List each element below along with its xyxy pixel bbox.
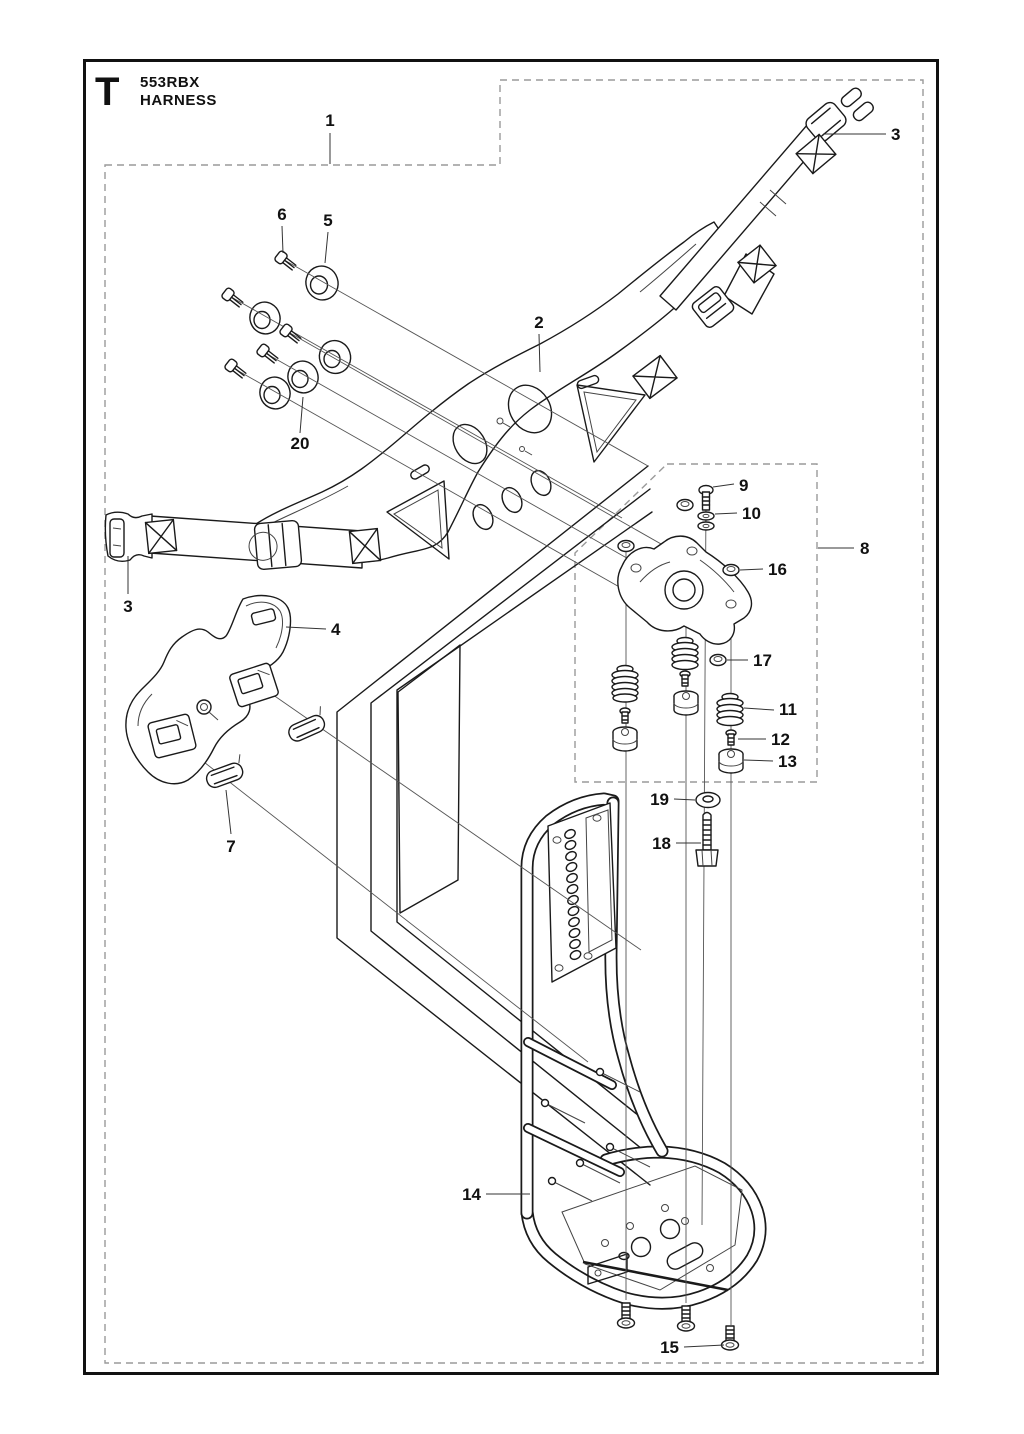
bolt-18 xyxy=(696,813,718,867)
bracket-screw-9 xyxy=(699,486,713,511)
grommet-20 xyxy=(246,298,284,338)
svg-text:3: 3 xyxy=(123,597,133,616)
callout-7 xyxy=(226,790,236,856)
model-text: 553RBX xyxy=(140,74,200,91)
belt-stitch-box xyxy=(349,529,380,564)
pad-clip-7 xyxy=(284,706,330,743)
svg-text:14: 14 xyxy=(462,1185,481,1204)
svg-text:20: 20 xyxy=(290,434,310,453)
svg-text:11: 11 xyxy=(779,700,797,719)
svg-text:12: 12 xyxy=(771,730,790,749)
frame xyxy=(527,799,760,1303)
spring xyxy=(672,638,698,670)
callout-12 xyxy=(738,730,790,749)
grommet-5 xyxy=(302,262,343,304)
callout-14 xyxy=(462,1185,530,1204)
damper-screw xyxy=(620,708,630,723)
screw-12 xyxy=(726,730,736,745)
damper-13 xyxy=(719,749,743,773)
callout-6 xyxy=(277,205,286,253)
belt-stitch-box xyxy=(146,520,177,554)
frame-base-plate xyxy=(562,1166,742,1290)
callout-4 xyxy=(286,620,341,639)
svg-text:7: 7 xyxy=(226,837,236,856)
svg-text:4: 4 xyxy=(331,620,341,639)
frame-screw-15 xyxy=(678,1306,695,1331)
svg-text:6: 6 xyxy=(277,205,287,224)
spring-11 xyxy=(717,694,743,726)
callouts xyxy=(123,111,900,1357)
washer-19 xyxy=(696,793,720,808)
damper xyxy=(613,727,637,751)
strut-screws xyxy=(542,1069,651,1202)
callout-9 xyxy=(713,476,748,495)
callout-10 xyxy=(715,504,761,523)
pad-clip-7 xyxy=(202,754,247,789)
svg-text:1: 1 xyxy=(325,111,335,130)
svg-text:15: 15 xyxy=(660,1338,679,1357)
callout-15 xyxy=(660,1338,724,1357)
title-block xyxy=(95,70,217,114)
svg-text:3: 3 xyxy=(891,125,901,144)
svg-text:10: 10 xyxy=(742,504,761,523)
damper-screw xyxy=(680,671,690,686)
damper xyxy=(674,691,698,715)
callout-3-left xyxy=(123,556,132,616)
svg-text:9: 9 xyxy=(739,476,749,495)
belt-slider xyxy=(247,520,302,570)
callout-18 xyxy=(652,834,701,853)
callout-13 xyxy=(744,752,797,771)
strap-stitch-box xyxy=(633,356,677,399)
svg-text:8: 8 xyxy=(860,539,870,558)
callout-1 xyxy=(325,111,334,164)
frame-screw-15 xyxy=(618,1303,635,1328)
callout-11 xyxy=(744,700,797,719)
shoulder-strap-top xyxy=(660,86,875,329)
suspension-bracket-assembly xyxy=(612,486,751,774)
callout-17 xyxy=(727,651,772,670)
svg-text:16: 16 xyxy=(768,560,787,579)
frame-screw-15 xyxy=(722,1326,739,1350)
svg-text:19: 19 xyxy=(650,790,669,809)
section-title: HARNESS xyxy=(140,92,217,109)
svg-text:17: 17 xyxy=(753,651,772,670)
callout-5 xyxy=(323,211,332,263)
svg-text:18: 18 xyxy=(652,834,671,853)
svg-text:5: 5 xyxy=(323,211,333,230)
spring xyxy=(612,666,638,703)
callout-16 xyxy=(740,560,787,579)
svg-text:13: 13 xyxy=(778,752,797,771)
callout-8 xyxy=(818,539,869,558)
callout-19 xyxy=(650,790,695,809)
belt-buckle-female xyxy=(105,512,152,561)
section-letter: T xyxy=(95,70,120,114)
svg-text:2: 2 xyxy=(534,313,544,332)
grommet-20 xyxy=(315,337,355,378)
